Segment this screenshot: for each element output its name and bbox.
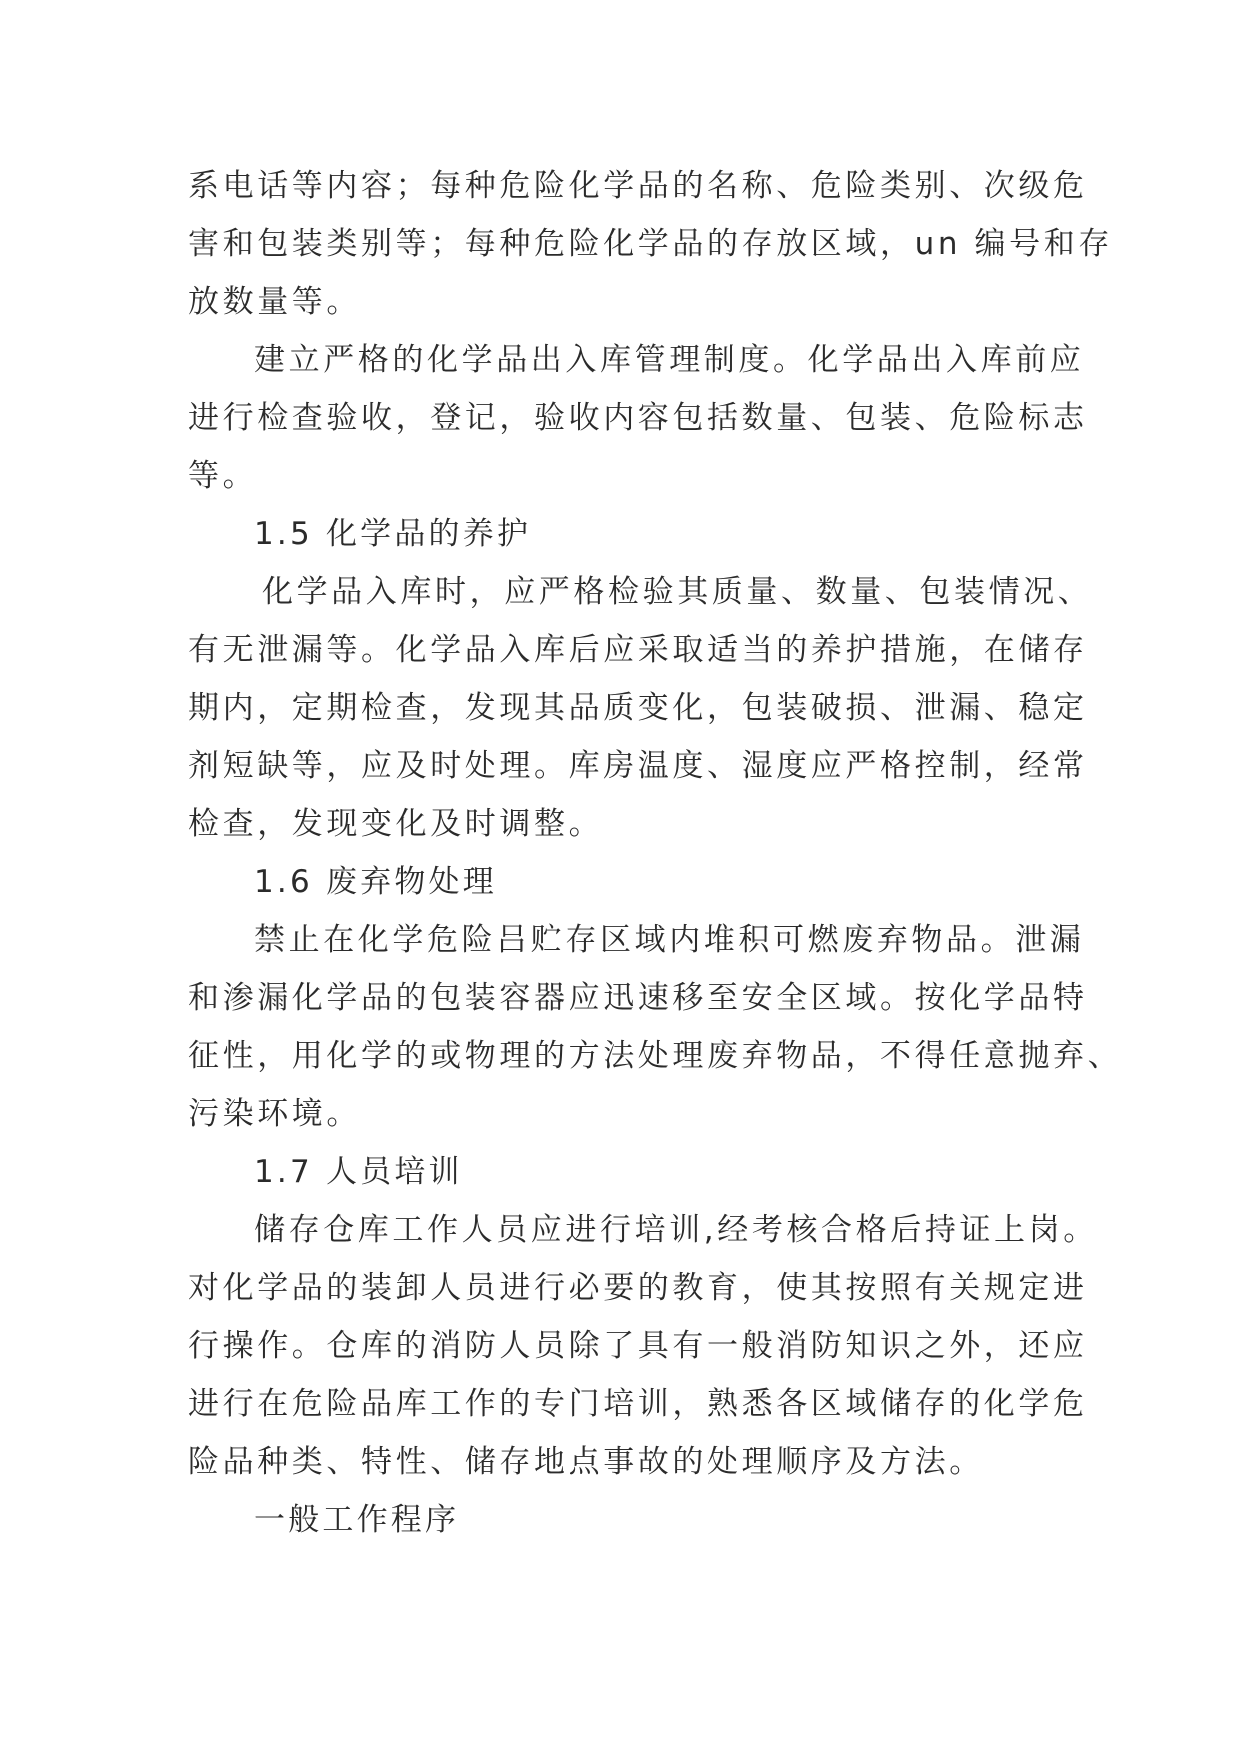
text-line: 期内，定期检查，发现其品质变化，包装破损、泄漏、稳定 <box>188 690 1088 726</box>
text-line: 和渗漏化学品的包装容器应迅速移至安全区域。按化学品特 <box>188 980 1088 1016</box>
text-line: 有无泄漏等。化学品入库后应采取适当的养护措施，在储存 <box>188 632 1088 668</box>
text-line: 对化学品的装卸人员进行必要的教育，使其按照有关规定进 <box>188 1270 1088 1306</box>
section-heading: 一般工作程序 <box>254 1502 460 1538</box>
text-line: 等。 <box>188 458 258 494</box>
text-line: 进行在危险品库工作的专门培训，熟悉各区域储存的化学危 <box>188 1386 1088 1422</box>
section-heading: 1.6 废弃物处理 <box>254 864 497 900</box>
text-line: 行操作。仓库的消防人员除了具有一般消防知识之外，还应 <box>188 1328 1088 1364</box>
paragraph-first-line: 化学品入库时，应严格检验其质量、数量、包装情况、 <box>262 574 1093 610</box>
text-line: 检查，发现变化及时调整。 <box>188 806 604 842</box>
text-line: 险品种类、特性、储存地点事故的处理顺序及方法。 <box>188 1444 984 1480</box>
paragraph-first-line: 建立严格的化学品出入库管理制度。化学品出入库前应 <box>254 342 1085 378</box>
text-line: 征性，用化学的或物理的方法处理废弃物品，不得任意抛弃、 <box>188 1038 1123 1074</box>
section-heading: 1.5 化学品的养护 <box>254 516 532 552</box>
text-line: 系电话等内容；每种危险化学品的名称、危险类别、次级危 <box>188 168 1088 204</box>
text-line: 剂短缺等，应及时处理。库房温度、湿度应严格控制，经常 <box>188 748 1088 784</box>
text-line: 污染环境。 <box>188 1096 361 1132</box>
paragraph-first-line: 禁止在化学危险吕贮存区域内堆积可燃废弃物品。泄漏 <box>254 922 1085 958</box>
paragraph-first-line: 储存仓库工作人员应进行培训,经考核合格后持证上岗。 <box>254 1212 1098 1248</box>
text-line: 进行检查验收，登记，验收内容包括数量、包装、危险标志 <box>188 400 1088 436</box>
text-line: 害和包装类别等；每种危险化学品的存放区域，un 编号和存 <box>188 226 1113 262</box>
text-line: 放数量等。 <box>188 284 361 320</box>
section-heading: 1.7 人员培训 <box>254 1154 463 1190</box>
